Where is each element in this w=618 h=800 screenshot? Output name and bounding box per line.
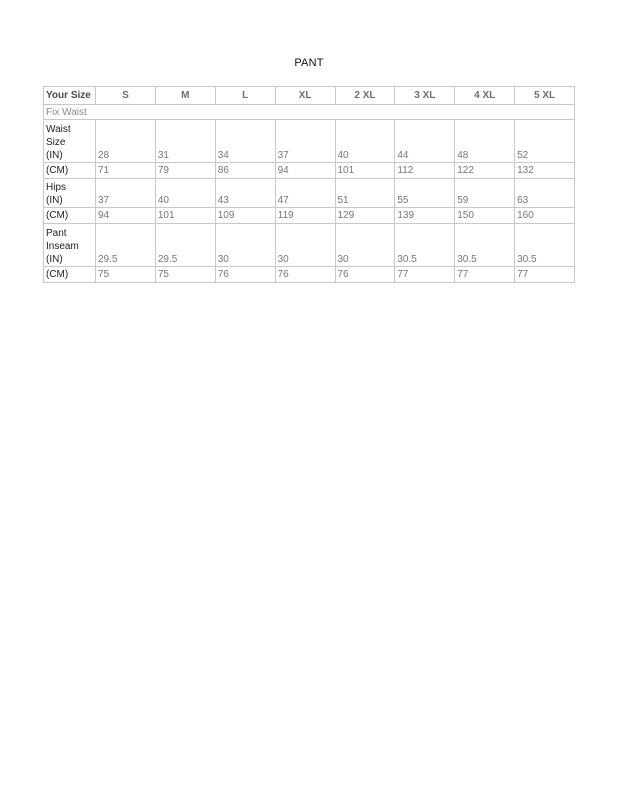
table-cell: 101 [335,163,395,179]
table-cell: 30 [275,224,335,267]
size-chart-table [43,86,575,283]
table-cell: 132 [515,163,575,179]
table-cell: 109 [215,208,275,224]
table-cell: 160 [515,208,575,224]
table-cell: 37 [96,179,156,208]
table-cell: 101 [155,208,215,224]
header-size: 5 XL [515,87,575,105]
header-size: M [155,87,215,105]
table-cell: 52 [515,120,575,163]
table-cell: 75 [155,267,215,283]
table-cell: 76 [275,267,335,283]
table-cell: 29.5 [155,224,215,267]
table-cell: 31 [155,120,215,163]
table-cell: 34 [215,120,275,163]
section-label: Fix Waist [44,105,575,120]
table-row [44,208,575,224]
table-cell: 37 [275,120,335,163]
page-title: PANT [294,57,324,69]
table-cell: 76 [335,267,395,283]
row-label [44,224,96,267]
row-label [44,179,96,208]
row-label-line: (IN) [46,150,63,161]
header-size: S [96,87,156,105]
row-label-line: Size [46,137,66,148]
table-cell: 119 [275,208,335,224]
table-cell: 30.5 [395,224,455,267]
section-row [44,105,575,120]
table-row [44,120,575,163]
table-cell: 40 [155,179,215,208]
row-label-line: Pant [46,228,67,239]
table-cell: 59 [455,179,515,208]
row-label [44,120,96,163]
table-cell: 55 [395,179,455,208]
table-cell: 30 [215,224,275,267]
table-cell: 30 [335,224,395,267]
table-cell: 86 [215,163,275,179]
table-cell: 139 [395,208,455,224]
header-size: 4 XL [455,87,515,105]
table-row [44,163,575,179]
table-cell: 77 [455,267,515,283]
header-size: XL [275,87,335,105]
table-row [44,267,575,283]
header-row [44,87,575,105]
table-cell: 51 [335,179,395,208]
table-cell: 94 [96,208,156,224]
table-cell: 43 [215,179,275,208]
table-cell: 79 [155,163,215,179]
row-label-line: Inseam [46,241,79,252]
table-cell: 129 [335,208,395,224]
table-cell: 77 [395,267,455,283]
header-size: L [215,87,275,105]
table-cell: 44 [395,120,455,163]
row-label-line: (IN) [46,254,63,265]
table-cell: 63 [515,179,575,208]
table-cell: 30.5 [515,224,575,267]
table-cell: 29.5 [96,224,156,267]
table-cell: 48 [455,120,515,163]
row-label: (CM) [44,267,96,283]
header-size: 2 XL [335,87,395,105]
table-cell: 94 [275,163,335,179]
table-row [44,179,575,208]
table-cell: 47 [275,179,335,208]
table-cell: 122 [455,163,515,179]
header-your-size: Your Size [44,87,96,105]
row-label: (CM) [44,208,96,224]
table-cell: 150 [455,208,515,224]
header-size: 3 XL [395,87,455,105]
table-cell: 40 [335,120,395,163]
row-label-line: (IN) [46,195,63,206]
table-cell: 76 [215,267,275,283]
table-cell: 28 [96,120,156,163]
row-label-line: Waist [46,124,71,135]
table-row [44,224,575,267]
table-cell: 71 [96,163,156,179]
row-label: (CM) [44,163,96,179]
row-label-line: Hips [46,182,67,193]
table-cell: 112 [395,163,455,179]
table-cell: 75 [96,267,156,283]
table-cell: 77 [515,267,575,283]
table-cell: 30.5 [455,224,515,267]
